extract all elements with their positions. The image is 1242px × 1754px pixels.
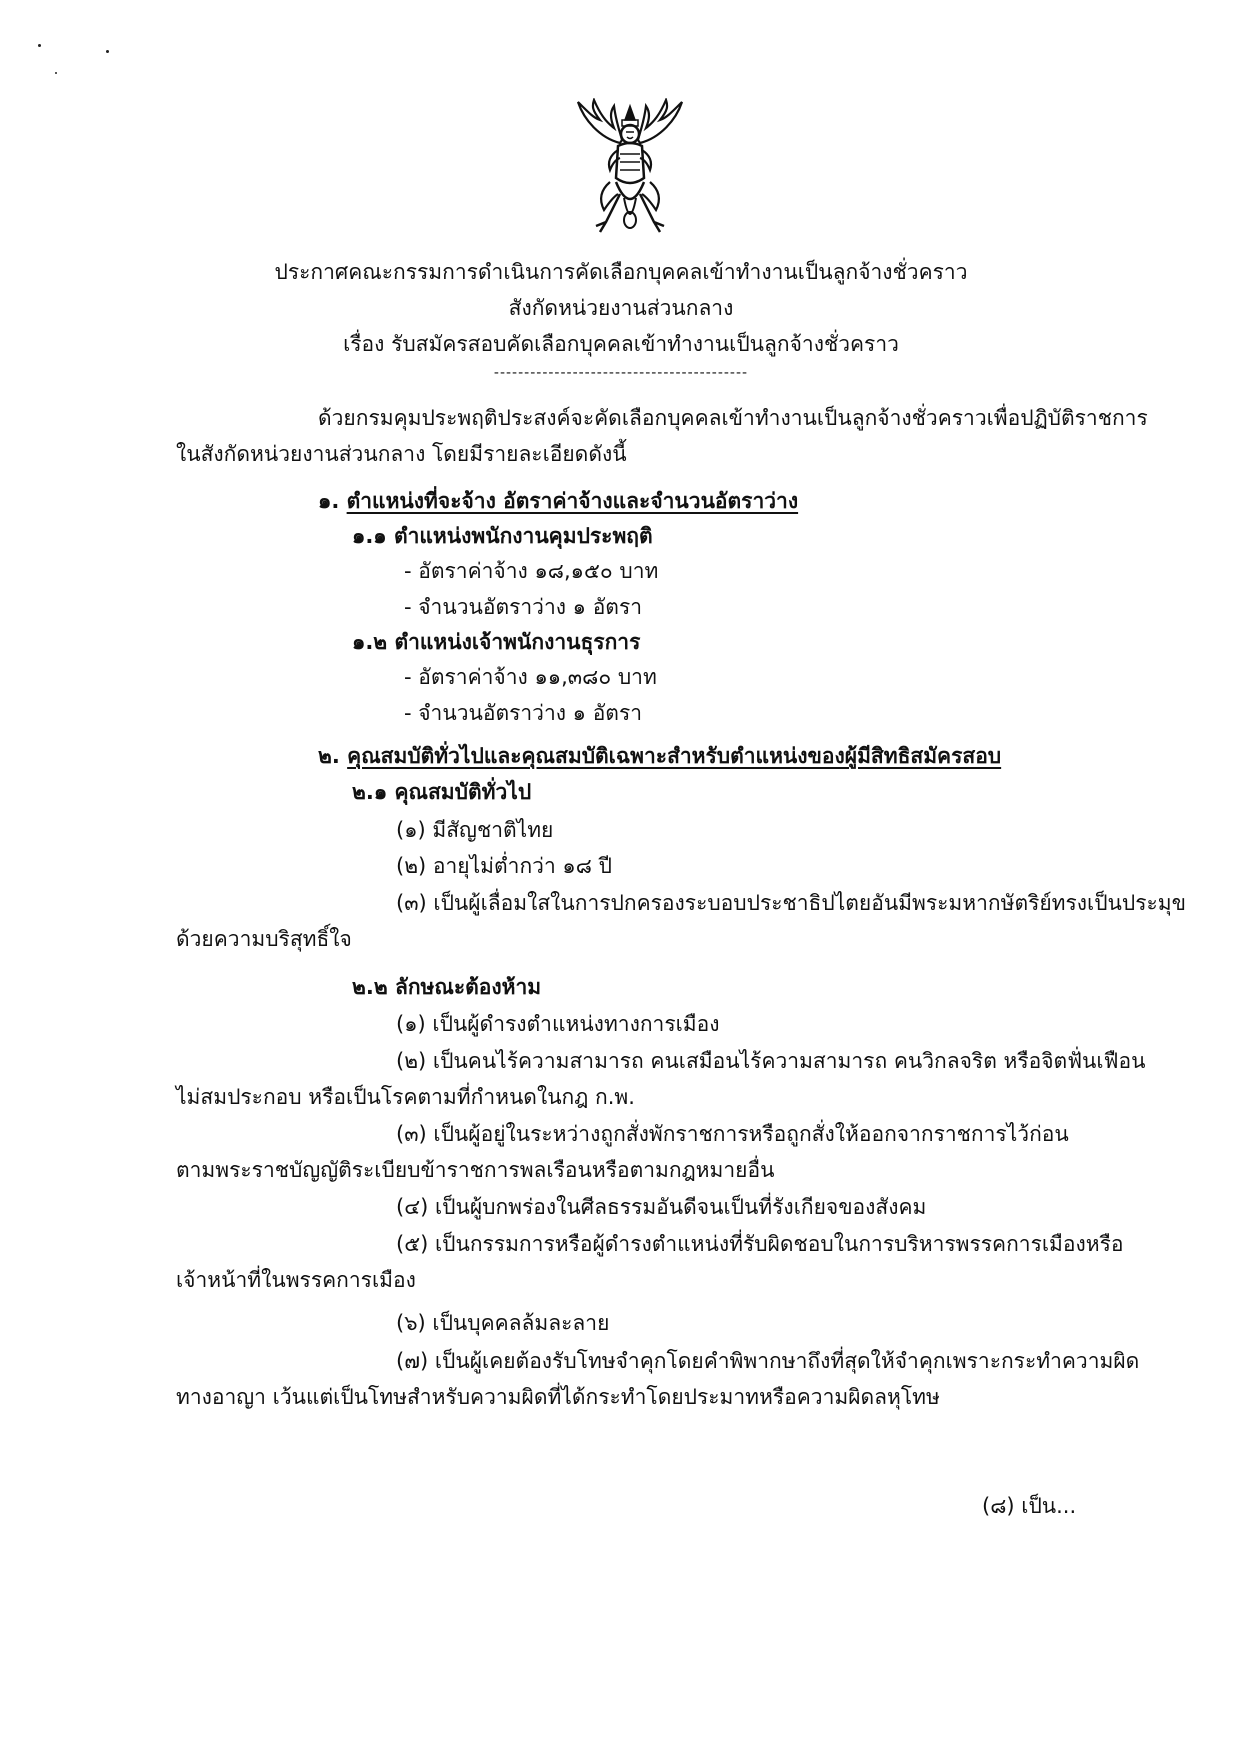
section1-number: ๑. xyxy=(318,489,340,513)
prohibited-item: (๕) เป็นกรรมการหรือผู้ดำรงตำแหน่งที่รับผิดชอบในการบริหารพรรคการเมืองหรือ xyxy=(396,1232,1124,1256)
section1-title: ตำแหน่งที่จะจ้าง อัตราค่าจ้างและจำนวนอัตราว่าง xyxy=(346,489,799,513)
qualification-item: (๓) เป็นผู้เลื่อมใสในการปกครองระบอบประชาธิปไตยอันมีพระมหากษัตริย์ทรงเป็นประมุข xyxy=(396,891,1187,915)
announcement-agency: สังกัดหน่วยงานส่วนกลาง xyxy=(508,296,734,320)
qualification-item: (๒) อายุไม่ต่ำกว่า ๑๘ ปี xyxy=(396,854,612,878)
prohibited-item-cont: เจ้าหน้าที่ในพรรคการเมือง xyxy=(176,1268,416,1292)
scan-speck xyxy=(55,72,57,74)
intro-line-2: ในสังกัดหน่วยงานส่วนกลาง โดยมีรายละเอียดดังนี้ xyxy=(176,442,627,466)
header-divider: ------------------------------------------ xyxy=(493,365,749,381)
prohibited-item: (๒) เป็นคนไร้ความสามารถ คนเสมือนไร้ความสามารถ คนวิกลจริต หรือจิตฟั่นเฟือน xyxy=(396,1049,1146,1073)
position-heading: ๑.๑ ตำแหน่งพนักงานคุมประพฤติ xyxy=(352,524,653,548)
prohibited-heading: ๒.๒ ลักษณะต้องห้าม xyxy=(352,975,542,999)
announcement-title: ประกาศคณะกรรมการดำเนินการคัดเลือกบุคคลเข้าทำงานเป็นลูกจ้างชั่วคราว xyxy=(274,260,968,284)
intro-line-1: ด้วยกรมคุมประพฤติประสงค์จะคัดเลือกบุคคลเข้าทำงานเป็นลูกจ้างชั่วคราวเพื่อปฏิบัติราชการ xyxy=(318,406,1148,430)
page-continuation: (๘) เป็น... xyxy=(982,1494,1077,1518)
qualification-item-cont: ด้วยความบริสุทธิ์ใจ xyxy=(176,927,352,951)
section2-heading xyxy=(318,746,1001,767)
prohibited-item: (๓) เป็นผู้อยู่ในระหว่างถูกสั่งพักราชการหรือถูกสั่งให้ออกจากราชการไว้ก่อน xyxy=(396,1122,1069,1146)
position-wage: - อัตราค่าจ้าง ๑๘,๑๕๐ บาท xyxy=(404,559,659,583)
prohibited-item: (๔) เป็นผู้บกพร่องในศีลธรรมอันดีจนเป็นที่รังเกียจของสังคม xyxy=(396,1195,927,1219)
scan-speck xyxy=(106,50,109,53)
position-count: - จำนวนอัตราว่าง ๑ อัตรา xyxy=(404,701,643,725)
prohibited-item: (๖) เป็นบุคคลล้มละลาย xyxy=(396,1311,610,1335)
position-heading: ๑.๒ ตำแหน่งเจ้าพนักงานธุรการ xyxy=(352,630,641,654)
general-qualifications-heading: ๒.๑ คุณสมบัติทั่วไป xyxy=(352,780,532,804)
announcement-subject: เรื่อง รับสมัครสอบคัดเลือกบุคคลเข้าทำงานเป็นลูกจ้างชั่วคราว xyxy=(343,332,899,356)
qualification-item: (๑) มีสัญชาติไทย xyxy=(396,818,554,842)
prohibited-item: (๑) เป็นผู้ดำรงตำแหน่งทางการเมือง xyxy=(396,1012,720,1036)
prohibited-item: (๗) เป็นผู้เคยต้องรับโทษจำคุกโดยคำพิพากษาถึงที่สุดให้จำคุกเพราะกระทำความผิด xyxy=(396,1349,1140,1373)
position-wage: - อัตราค่าจ้าง ๑๑,๓๘๐ บาท xyxy=(404,665,657,689)
section2-number: ๒. xyxy=(318,744,340,768)
prohibited-item-cont: ทางอาญา เว้นแต่เป็นโทษสำหรับความผิดที่ได้กระทำโดยประมาทหรือความผิดลหุโทษ xyxy=(176,1385,940,1409)
prohibited-item-cont: ตามพระราชบัญญัติระเบียบข้าราชการพลเรือนหรือตามกฎหมายอื่น xyxy=(176,1158,775,1182)
garuda-emblem-icon xyxy=(570,98,690,248)
prohibited-item-cont: ไม่สมประกอบ หรือเป็นโรคตามที่กำหนดในกฎ ก.พ. xyxy=(176,1085,635,1109)
position-count: - จำนวนอัตราว่าง ๑ อัตรา xyxy=(404,595,643,619)
scan-speck xyxy=(38,44,41,47)
section2-title: คุณสมบัติทั่วไปและคุณสมบัติเฉพาะสำหรับตำแหน่งของผู้มีสิทธิสมัครสอบ xyxy=(347,744,1002,768)
section1-heading xyxy=(318,491,798,512)
